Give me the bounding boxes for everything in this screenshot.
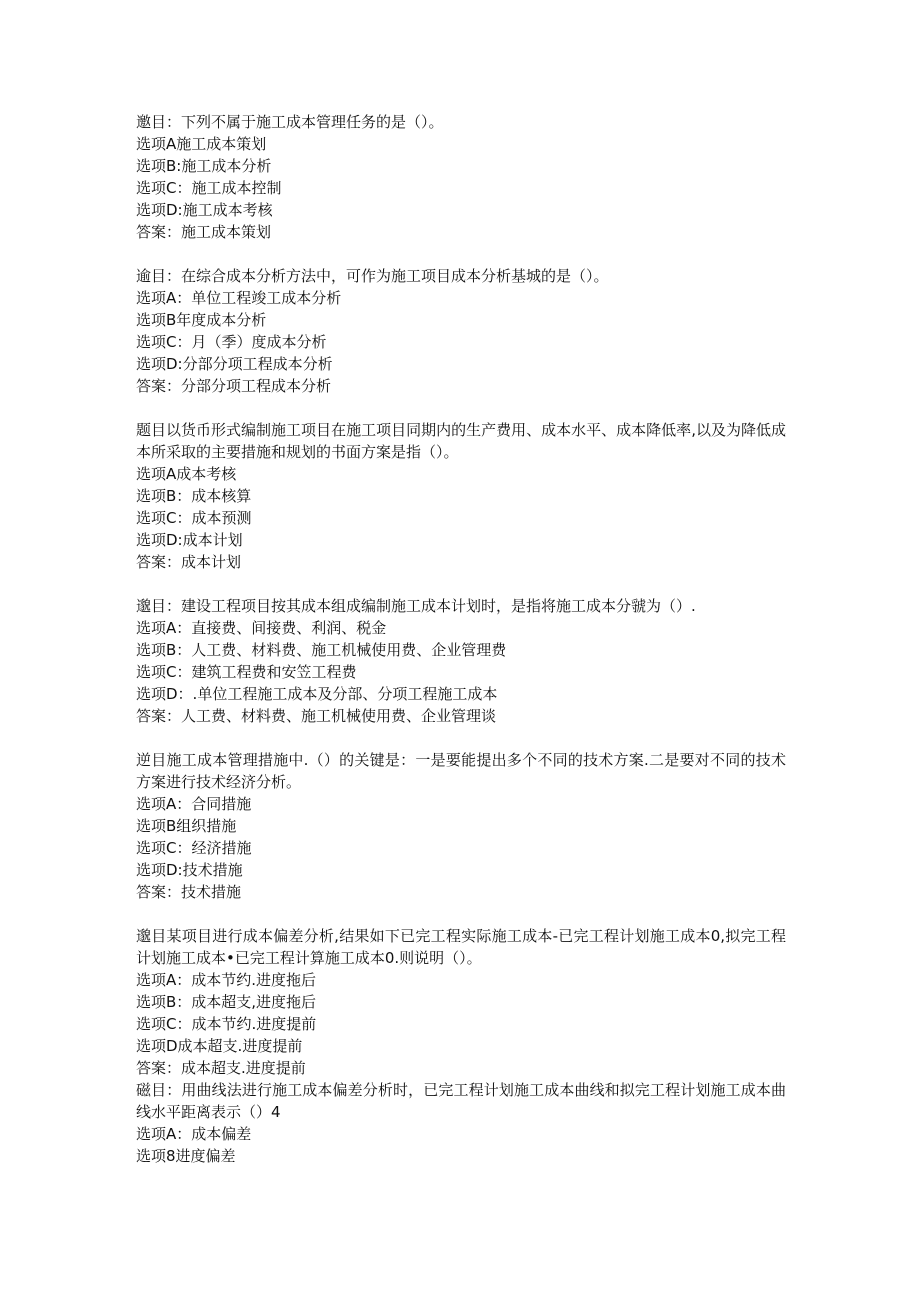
option-c: 选项C：成本节约.进度提前 xyxy=(136,1015,317,1033)
option-a: 选项A：单位工程竣工成本分析 xyxy=(136,289,342,307)
question-block-3 xyxy=(136,419,786,573)
answer-line: 答案：分部分项工程成本分析 xyxy=(136,377,332,395)
option-d: 选项D:分部分项工程成本分析 xyxy=(136,355,333,373)
question-block-7 xyxy=(136,1079,786,1167)
question-stem: 逆目施工成本管理措施中.（）的关键是：一是要能提出多个不同的技术方案.二是要对不同的技术方案进行技术经济分析。 xyxy=(136,751,786,791)
option-c: 选项C：经济措施 xyxy=(136,839,252,857)
option-a: 选项A：合同措施 xyxy=(136,795,252,813)
question-stem: 邀目：下列不属于施工成本管理任务的是（）。 xyxy=(136,113,444,131)
option-c: 选项C：月（季）度成本分析 xyxy=(136,333,327,351)
question-stem: 题目以货币形式编制施工项目在施工项目同期内的生产费用、成本水平、成本降低率,以及为降低成本所采取的主要措施和规划的书面方案是指（）。 xyxy=(136,421,786,461)
answer-line: 答案：人工费、材料费、施工机械使用费、企业管理谈 xyxy=(136,707,497,725)
option-d: 选项D:技术措施 xyxy=(136,861,243,879)
answer-line: 答案：成本超支.进度提前 xyxy=(136,1059,306,1077)
option-c: 选项C：施工成本控制 xyxy=(136,179,282,197)
answer-line: 答案：成本计划 xyxy=(136,553,242,571)
option-d: 选项D:成本计划 xyxy=(136,531,243,549)
option-a: 选项A：成本节约.进度拖后 xyxy=(136,971,317,989)
option-b: 选项8进度偏差 xyxy=(136,1147,236,1165)
option-d: 选项D:施工成本考核 xyxy=(136,201,273,219)
option-c: 选项C：成本预测 xyxy=(136,509,252,527)
option-b: 选项B：成本核算 xyxy=(136,487,252,505)
answer-line: 答案：施工成本策划 xyxy=(136,223,272,241)
question-stem: 磁目：用曲线法进行施工成本偏差分析时，已完工程计划施工成本曲线和拟完工程计划施工成本曲线水平距离表示（）4 xyxy=(136,1081,786,1121)
option-a: 选项A：直接费、间接费、利润、税金 xyxy=(136,619,387,637)
question-block-1 xyxy=(136,111,786,243)
option-b: 选项B组织措施 xyxy=(136,817,237,835)
document-body xyxy=(136,111,786,1167)
question-stem: 邈目某项目进行成本偏差分析,结果如下已完工程实际施工成本-已完工程计划施工成本0,拟完工程计划施工成本•已完工程计算施工成本0.则说明（）。 xyxy=(136,927,786,967)
option-a: 选项A施工成本策划 xyxy=(136,135,267,153)
question-stem: 逾目：在综合成本分析方法中，可作为施工项目成本分析基城的是（）。 xyxy=(136,267,609,285)
option-d: 选项D成本超支.进度提前 xyxy=(136,1037,303,1055)
question-block-4 xyxy=(136,595,786,727)
option-b: 选项B:施工成本分析 xyxy=(136,157,272,175)
answer-line: 答案：技术措施 xyxy=(136,883,242,901)
option-b: 选项B年度成本分析 xyxy=(136,311,267,329)
question-block-5 xyxy=(136,749,786,903)
option-b: 选项B：成本超支,进度拖后 xyxy=(136,993,317,1011)
option-a: 选项A成本考核 xyxy=(136,465,237,483)
question-block-2 xyxy=(136,265,786,397)
option-b: 选项B：人工费、材料费、施工机械使用费、企业管理费 xyxy=(136,641,507,659)
option-c: 选项C：建筑工程费和安笠工程费 xyxy=(136,663,357,681)
option-a: 选项A：成本偏差 xyxy=(136,1125,252,1143)
question-stem: 邈目：建设工程项目按其成本组成编制施工成本计划时，是指将施工成本分虢为（）. xyxy=(136,597,696,615)
question-block-6 xyxy=(136,925,786,1079)
option-d: 选项D：.单位工程施工成本及分部、分项工程施工成本 xyxy=(136,685,498,703)
